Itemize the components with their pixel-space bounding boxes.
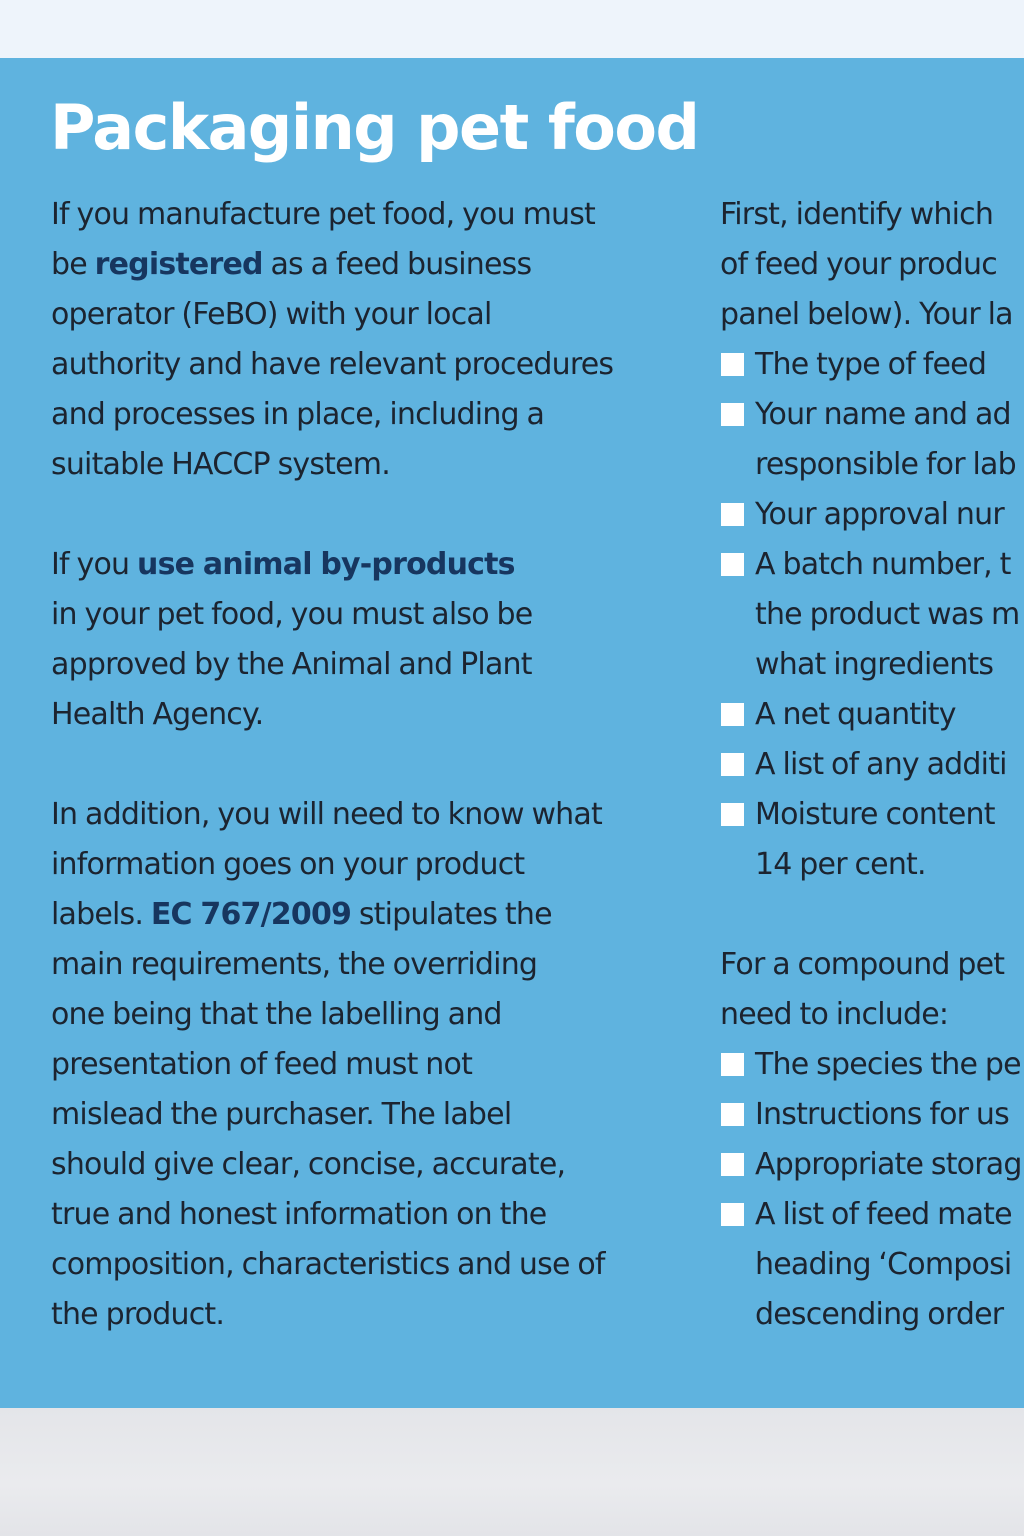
list-item <box>720 1040 1024 1090</box>
list-item <box>720 490 1024 540</box>
text-line: one being that the labelling and <box>51 997 502 1032</box>
square-bullet-icon <box>721 1153 744 1176</box>
square-bullet-icon <box>721 1203 744 1226</box>
text-line <box>51 240 671 290</box>
list-item-text: A list of feed mate <box>755 1197 1012 1232</box>
by-products-paragraph <box>51 540 671 740</box>
text-line: presentation of feed must not <box>51 1047 473 1082</box>
list-item <box>720 390 1024 490</box>
list-item <box>720 790 1024 890</box>
text-line: In addition, you will need to know what <box>51 797 602 832</box>
page-title: Packaging pet food <box>50 91 699 164</box>
list-item <box>720 740 1024 790</box>
list-item-text: Instructions for us <box>755 1097 1009 1132</box>
text-line: true and honest information on the <box>51 1197 547 1232</box>
square-bullet-icon <box>721 1053 744 1076</box>
list-item-text: heading ‘Composi <box>755 1247 1012 1282</box>
square-bullet-icon <box>721 353 744 376</box>
text-fragment: as a feed business <box>262 247 532 282</box>
text-fragment: be <box>51 247 95 282</box>
list-item <box>720 690 1024 740</box>
paragraph-gap <box>51 490 671 540</box>
square-bullet-icon <box>721 503 744 526</box>
list-item <box>720 1190 1024 1340</box>
registered-emphasis: registered <box>94 247 263 282</box>
list-item-text: what ingredients <box>755 647 994 682</box>
text-line: of feed your produc <box>720 247 997 282</box>
background-image-area <box>0 1408 1024 1536</box>
text-line: main requirements, the overriding <box>51 947 538 982</box>
text-line: need to include: <box>720 997 949 1032</box>
list-item-text: descending order <box>755 1297 1004 1332</box>
text-line: approved by the Animal and Plant <box>51 647 532 682</box>
text-line: Health Agency. <box>51 697 264 732</box>
square-bullet-icon <box>721 1103 744 1126</box>
list-item-text: A net quantity <box>755 697 956 732</box>
list-item-text: the product was m <box>755 597 1020 632</box>
text-line: suitable HACCP system. <box>51 447 390 482</box>
text-line: panel below). Your la <box>720 297 1013 332</box>
text-line: should give clear, concise, accurate, <box>51 1147 566 1182</box>
text-fragment: stipulates the <box>351 897 552 932</box>
square-bullet-icon <box>721 753 744 776</box>
text-line: If you manufacture pet food, you must <box>51 197 595 232</box>
label-requirements-list <box>720 340 1024 890</box>
text-line: composition, characteristics and use of <box>51 1247 605 1282</box>
text-fragment: labels. <box>51 897 151 932</box>
text-line <box>51 540 671 590</box>
list-item-text: The species the pe <box>755 1047 1021 1082</box>
left-column <box>51 190 671 1340</box>
text-line: operator (FeBO) with your local <box>51 297 492 332</box>
list-item <box>720 1140 1024 1190</box>
list-item-text: Your approval nur <box>755 497 1004 532</box>
list-item-text: A batch number, t <box>755 547 1011 582</box>
text-fragment: If you <box>51 547 138 582</box>
text-line: First, identify which <box>720 197 994 232</box>
square-bullet-icon <box>721 803 744 826</box>
list-item-text: The type of feed <box>755 347 987 382</box>
compound-paragraph <box>720 940 1024 1040</box>
text-line: and processes in place, including a <box>51 397 545 432</box>
identify-paragraph <box>720 190 1024 340</box>
list-item-text: Your name and ad <box>755 397 1011 432</box>
square-bullet-icon <box>721 403 744 426</box>
text-line <box>51 890 671 940</box>
info-panel <box>0 58 1024 1408</box>
square-bullet-icon <box>721 703 744 726</box>
regulation-reference: EC 767/2009 <box>150 897 352 932</box>
list-item <box>720 340 1024 390</box>
text-line: the product. <box>51 1297 225 1332</box>
list-item-text: responsible for lab <box>755 447 1016 482</box>
compound-requirements-list <box>720 1040 1024 1340</box>
right-column <box>720 190 1024 1340</box>
square-bullet-icon <box>721 553 744 576</box>
text-line: mislead the purchaser. The label <box>51 1097 512 1132</box>
text-line: in your pet food, you must also be <box>51 597 533 632</box>
by-products-emphasis: use animal by-products <box>137 547 515 582</box>
top-strip <box>0 0 1024 58</box>
list-item-text: A list of any additi <box>755 747 1007 782</box>
text-line: authority and have relevant procedures <box>51 347 614 382</box>
registration-paragraph <box>51 190 671 490</box>
list-item-text: 14 per cent. <box>755 847 926 882</box>
paragraph-gap <box>720 890 1024 940</box>
text-line: For a compound pet <box>720 947 1005 982</box>
labelling-paragraph <box>51 790 671 1340</box>
paragraph-gap <box>51 740 671 790</box>
list-item-text: Appropriate storag <box>755 1147 1022 1182</box>
list-item-text: Moisture content <box>755 797 995 832</box>
text-line: information goes on your product <box>51 847 525 882</box>
list-item <box>720 540 1024 690</box>
list-item <box>720 1090 1024 1140</box>
